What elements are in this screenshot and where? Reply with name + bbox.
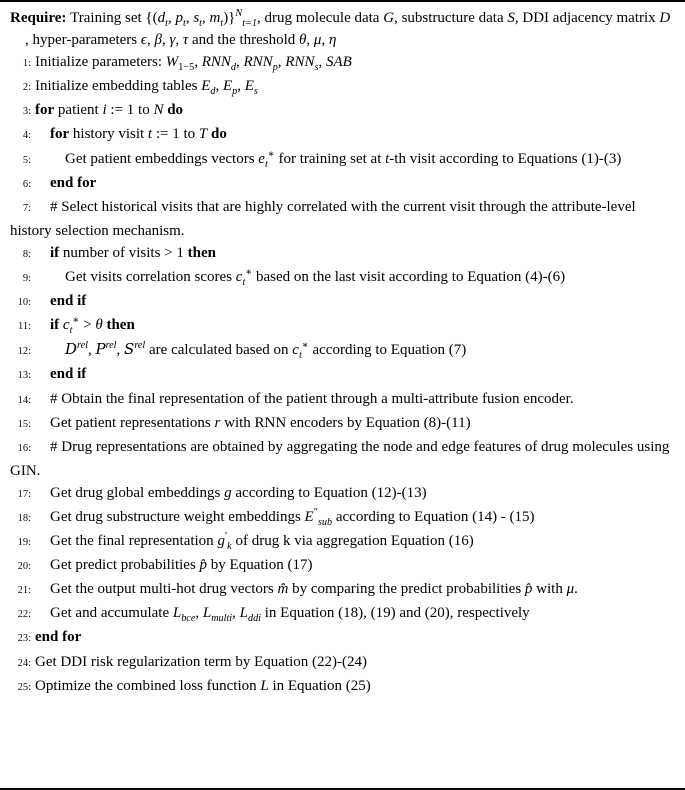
statement-text: , hyper-parameters [25, 32, 141, 49]
algo-line [10, 123, 675, 147]
math-text: β [154, 32, 162, 49]
statement-text: Get DDI risk regularization term by Equation (22)-(24) [35, 653, 367, 670]
math-text: d [210, 86, 216, 98]
indent-spacer [35, 592, 50, 593]
math-text: p̂ [524, 581, 533, 598]
math-text: s [193, 10, 200, 26]
indent-spacer [35, 162, 65, 163]
statement-text: , [318, 54, 326, 71]
math-text: i [102, 102, 107, 119]
indent-spacer [35, 520, 50, 521]
statement-text: and the threshold [188, 32, 300, 49]
math-text: c [235, 269, 243, 286]
line-number: 1: [22, 58, 31, 70]
indent-spacer [35, 616, 50, 617]
math-text: ϵ [140, 32, 147, 49]
math-text: T [198, 126, 208, 143]
statement-text: , drug molecule data [257, 10, 384, 26]
statement-text: , [185, 10, 194, 26]
statement-text: Get the output multi-hot drug vectors [50, 581, 278, 598]
statement-text: , [161, 32, 170, 49]
algo-line [10, 388, 675, 412]
line-number: 10: [17, 297, 31, 309]
algo-line [10, 290, 675, 314]
statement-text: Initialize embedding tables [35, 78, 202, 95]
statement-text: , [194, 54, 202, 71]
math-text: t [182, 18, 186, 29]
math-text: t [69, 325, 73, 337]
algo-line [10, 530, 675, 554]
statement-text: by comparing the predict probabilities [288, 581, 525, 598]
keyword-text: do [167, 102, 184, 119]
statement-text: for training set at [274, 150, 386, 167]
math-text: τ [182, 32, 189, 49]
math-text: G [383, 10, 395, 26]
line-number: 9: [22, 273, 31, 285]
indent-spacer [35, 544, 50, 545]
math-text: W [165, 54, 179, 71]
indent-spacer [35, 426, 50, 427]
indent-spacer [35, 304, 50, 305]
algo-line [10, 436, 675, 482]
math-text: t [242, 277, 246, 289]
statement-text: ′ [224, 531, 228, 543]
keyword-text: then [106, 317, 135, 334]
statement-text: , [202, 10, 210, 26]
statement-text: , [215, 78, 223, 95]
statement-text: , [175, 32, 183, 49]
algo-line [10, 172, 675, 196]
math-text: E [201, 78, 211, 95]
math-text: L [239, 605, 248, 622]
statement-text: with RNN encoders by Equation (8)-(11) [220, 414, 471, 431]
algo-line [10, 578, 675, 602]
algo-line [10, 242, 675, 266]
statement-text: , [116, 342, 125, 359]
math-text: multi [211, 613, 233, 625]
statement-text: ″ [313, 506, 318, 518]
statement-text: , DDI adjacency matrix [514, 10, 660, 26]
statement-text: Get the final representation [50, 533, 218, 550]
line-number: 21: [17, 585, 31, 597]
line-number: 2: [22, 82, 31, 94]
line-number: 13: [17, 370, 31, 382]
statement-text: ∗ [301, 340, 309, 352]
indent-spacer [35, 186, 50, 187]
indent-spacer [35, 353, 65, 354]
algo-line [10, 482, 675, 506]
statement-text: # Select historical visits that are highly correlated with the current visit through the attribute-level history selection mechanism. [10, 198, 636, 239]
algo-line [10, 338, 675, 363]
statement-text: with [532, 581, 567, 598]
statement-text: , substructure data [394, 10, 508, 26]
math-text: E [244, 78, 254, 95]
indent-spacer [35, 137, 50, 138]
line-number: 16: [17, 442, 31, 454]
line-number: 15: [17, 418, 31, 430]
keyword-text: end for [35, 629, 82, 646]
statement-text: , [232, 605, 240, 622]
algo-line [10, 51, 675, 75]
math-text: t=1 [242, 18, 257, 29]
statement-text: # Obtain the final representation of the patient through a multi-attribute fusion encoder. [50, 390, 574, 407]
statement-text: )} [223, 10, 236, 26]
algorithm-lines [10, 51, 675, 699]
indent-spacer [35, 328, 50, 329]
statement-text: . [574, 581, 578, 598]
indent-spacer [35, 450, 50, 451]
math-text: g [224, 484, 232, 501]
statement-text: number of visits > 1 [59, 244, 188, 261]
keyword-text: for [35, 102, 55, 119]
keyword-text: if [50, 244, 60, 261]
math-text: sub [317, 516, 333, 528]
statement-text: , [237, 78, 245, 95]
math-text: L [172, 605, 182, 622]
statement-text: Get patient representations [50, 414, 215, 431]
math-text: e [258, 150, 265, 167]
math-text: c [292, 342, 299, 359]
algo-line [10, 412, 675, 436]
line-number: 11: [17, 321, 31, 333]
math-text: L [202, 605, 212, 622]
statement-text: Get and accumulate [50, 605, 173, 622]
line-number: 12: [17, 346, 31, 358]
math-text: p [272, 62, 278, 74]
statement-text: , [146, 32, 155, 49]
statement-text: , [87, 342, 96, 359]
algo-line [10, 99, 675, 123]
algo-line [10, 148, 675, 172]
math-text: RNN [243, 54, 273, 71]
math-text: E [222, 78, 233, 95]
math-text: E [304, 508, 314, 525]
keyword-text: end for [50, 174, 97, 191]
math-text: μ [566, 581, 575, 598]
statement-text: of drug k via aggregation Equation (16) [231, 533, 474, 550]
line-number: 18: [17, 512, 31, 524]
math-text: t [264, 158, 268, 170]
math-text: rel [105, 340, 117, 352]
statement-text: patient [54, 102, 103, 119]
line-number: 22: [17, 609, 31, 621]
statement-text: in Equation (25) [268, 677, 371, 694]
statement-text: := 1 to [106, 102, 154, 119]
statement-text: according to Equation (12)-(13) [231, 484, 427, 501]
indent-spacer [35, 568, 50, 569]
statement-text: Initialize parameters: [35, 54, 166, 71]
line-number: 24: [17, 657, 31, 669]
indent-spacer [35, 256, 50, 257]
math-text: p [175, 10, 183, 26]
statement-text: according to Equation (7) [308, 342, 467, 359]
algo-line [10, 506, 675, 530]
line-number: 20: [17, 561, 31, 573]
algo-line [10, 314, 675, 338]
math-text: rel [77, 340, 88, 352]
indent-spacer [35, 210, 50, 211]
line-number: 14: [17, 394, 31, 406]
line-number: 25: [17, 681, 31, 693]
statement-text: , [167, 10, 176, 26]
statement-text: Training set {( [70, 10, 158, 26]
algo-line [10, 75, 675, 99]
math-text: η [328, 32, 337, 49]
statement-text: , [236, 54, 244, 71]
statement-text: , [195, 605, 203, 622]
line-number: 6: [22, 178, 31, 190]
math-text: ddi [247, 613, 262, 625]
statement-text: based on the last visit according to Equation (4)-(6) [252, 269, 566, 286]
math-text: s [253, 86, 258, 98]
math-text: P [95, 340, 106, 359]
math-text: μ [313, 32, 322, 49]
statement-text: according to Equation (14) - (15) [332, 508, 535, 525]
math-text: D [65, 340, 78, 359]
line-number: 23: [17, 633, 31, 645]
statement-text: # Drug representations are obtained by aggregating the node and edge features of drug molecules using GIN. [10, 438, 670, 479]
statement-text: ∗ [245, 267, 253, 279]
statement-text: Get predict probabilities [50, 557, 200, 574]
algo-line [10, 651, 675, 675]
math-text: c [62, 317, 70, 334]
math-text: RNN [285, 54, 315, 71]
indent-spacer [35, 402, 50, 403]
math-text: S [124, 340, 135, 359]
math-text: bce [181, 613, 196, 625]
math-text: t [199, 18, 202, 29]
statement-text: in Equation (18), (19) and (20), respectively [261, 605, 530, 622]
math-text: k [227, 541, 232, 553]
statement-text: Get visits correlation scores [65, 269, 236, 286]
algo-line [10, 266, 675, 290]
statement-text: ∗ [72, 315, 80, 327]
statement-text: Get drug global embeddings [50, 484, 225, 501]
statement-text: > [79, 317, 96, 334]
algo-line [10, 626, 675, 650]
statement-text: ∗ [267, 148, 275, 160]
math-text: d [230, 62, 236, 74]
indent-spacer [35, 496, 50, 497]
line-number: 7: [22, 202, 31, 214]
line-number: 4: [22, 130, 31, 142]
math-text: t [147, 126, 153, 143]
keyword-text: do [210, 126, 227, 143]
statement-text: -th visit according to Equations (1)-(3) [389, 150, 622, 167]
math-text: rel [134, 340, 146, 352]
keyword-text: for [50, 126, 70, 143]
algo-line [10, 602, 675, 626]
statement-text: , [321, 32, 329, 49]
keyword-text: Require: [10, 10, 71, 26]
statement-text: Optimize the combined loss function [35, 677, 261, 694]
statement-text: Get drug substructure weight embeddings [50, 508, 305, 525]
math-text: RNN [201, 54, 231, 71]
math-text: p̂ [199, 557, 208, 574]
statement-text: 1−5 [178, 62, 195, 74]
math-text: S [507, 10, 515, 26]
math-text: m̂ [277, 581, 289, 598]
line-number: 3: [22, 106, 31, 118]
statement-text: are calculated based on [145, 342, 293, 359]
math-text: L [260, 677, 269, 694]
keyword-text: end if [50, 366, 87, 383]
math-text: SAB [325, 54, 352, 71]
line-number: 17: [17, 488, 31, 500]
statement-text: , [277, 54, 286, 71]
math-text: m [209, 10, 221, 26]
statement-text: , [306, 32, 314, 49]
algo-line [10, 675, 675, 699]
math-text: t [385, 150, 390, 167]
statement-text: history visit [69, 126, 148, 143]
statement-text: := 1 to [152, 126, 199, 143]
math-text: p [232, 86, 238, 98]
math-text: t [298, 350, 302, 362]
math-text: θ [95, 317, 103, 334]
statement-text: by Equation (17) [207, 557, 313, 574]
math-text: r [214, 414, 221, 431]
math-text: N [153, 102, 164, 119]
keyword-text: then [187, 244, 216, 261]
algorithm-require-line [10, 7, 675, 51]
algo-line [10, 363, 675, 387]
line-number: 5: [22, 154, 31, 166]
line-number: 19: [17, 537, 31, 549]
math-text: t [165, 18, 168, 29]
indent-spacer [35, 377, 50, 378]
algo-line [10, 196, 675, 242]
keyword-text: end if [50, 293, 87, 310]
keyword-text: if [50, 317, 60, 334]
math-text: θ [299, 32, 307, 49]
math-text: s [314, 62, 319, 74]
math-text: d [157, 10, 166, 26]
math-text: N [235, 8, 243, 19]
math-text: t [220, 18, 224, 29]
line-number: 8: [22, 248, 31, 260]
indent-spacer [35, 280, 65, 281]
algo-line [10, 554, 675, 578]
math-text: D [659, 10, 671, 26]
statement-text: Get patient embeddings vectors [65, 150, 259, 167]
math-text: γ [169, 32, 176, 49]
math-text: g [217, 533, 225, 550]
